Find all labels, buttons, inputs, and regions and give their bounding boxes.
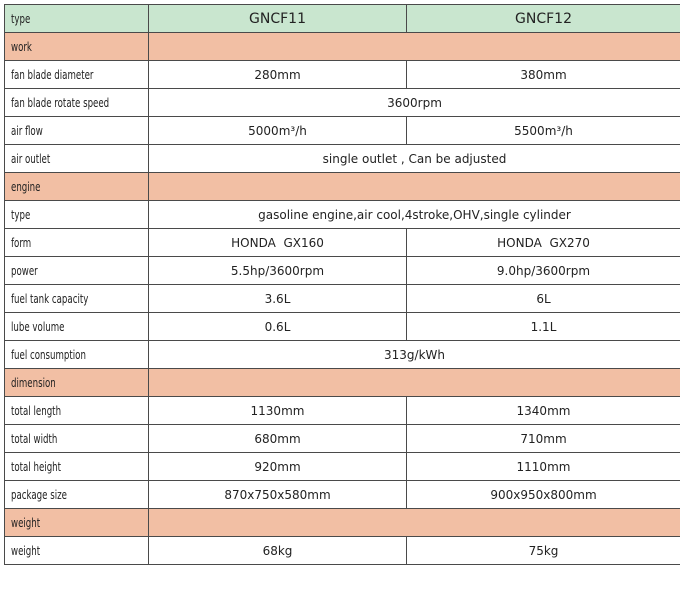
row-label: fan blade diameter — [5, 61, 149, 89]
row-label: type — [5, 201, 149, 229]
value-b: HONDA GX270 — [407, 229, 680, 257]
shared-value: single outlet , Can be adjusted — [149, 145, 680, 173]
section-fill — [149, 173, 680, 201]
section-fill — [149, 33, 680, 61]
header-row — [5, 5, 680, 33]
row-label: fuel consumption — [5, 341, 149, 369]
value-a: 5000m³/h — [149, 117, 407, 145]
table-row — [5, 61, 680, 89]
section-row-dimension — [5, 369, 680, 397]
value-a: 1130mm — [149, 397, 407, 425]
row-label: package size — [5, 481, 149, 509]
shared-value: 3600rpm — [149, 89, 680, 117]
row-label: weight — [5, 537, 149, 565]
shared-value: gasoline engine,air cool,4stroke,OHV,single cylinder — [149, 201, 680, 229]
section-row-engine — [5, 173, 680, 201]
model-b-header: GNCF12 — [407, 5, 680, 33]
section-fill — [149, 369, 680, 397]
table-row — [5, 453, 680, 481]
value-a: 280mm — [149, 61, 407, 89]
table-row — [5, 229, 680, 257]
row-label: total width — [5, 425, 149, 453]
table-row — [5, 201, 680, 229]
value-b: 900x950x800mm — [407, 481, 680, 509]
row-label: fan blade rotate speed — [5, 89, 149, 117]
section-row-weight — [5, 509, 680, 537]
shared-value: 313g/kWh — [149, 341, 680, 369]
table-row — [5, 285, 680, 313]
value-b: 9.0hp/3600rpm — [407, 257, 680, 285]
table-row — [5, 257, 680, 285]
value-a: 680mm — [149, 425, 407, 453]
value-a: 3.6L — [149, 285, 407, 313]
value-a: 0.6L — [149, 313, 407, 341]
value-b: 6L — [407, 285, 680, 313]
table-row — [5, 425, 680, 453]
row-label: total height — [5, 453, 149, 481]
value-b: 710mm — [407, 425, 680, 453]
row-label: air flow — [5, 117, 149, 145]
spec-table — [4, 4, 680, 565]
value-a: HONDA GX160 — [149, 229, 407, 257]
row-label: total length — [5, 397, 149, 425]
value-a: 920mm — [149, 453, 407, 481]
row-label: fuel tank capacity — [5, 285, 149, 313]
value-a: 68kg — [149, 537, 407, 565]
header-label: type — [5, 5, 149, 33]
table-row — [5, 313, 680, 341]
value-b: 1.1L — [407, 313, 680, 341]
value-b: 1110mm — [407, 453, 680, 481]
table-row — [5, 537, 680, 565]
row-label: power — [5, 257, 149, 285]
value-b: 75kg — [407, 537, 680, 565]
section-label-engine: engine — [5, 173, 149, 201]
section-fill — [149, 509, 680, 537]
section-label-dimension: dimension — [5, 369, 149, 397]
row-label: air outlet — [5, 145, 149, 173]
value-b: 380mm — [407, 61, 680, 89]
section-label-weight: weight — [5, 509, 149, 537]
section-row-work — [5, 33, 680, 61]
table-row — [5, 481, 680, 509]
table-row — [5, 341, 680, 369]
row-label: lube volume — [5, 313, 149, 341]
table-row — [5, 145, 680, 173]
value-a: 870x750x580mm — [149, 481, 407, 509]
row-label: form — [5, 229, 149, 257]
section-label-work: work — [5, 33, 149, 61]
model-a-header: GNCF11 — [149, 5, 407, 33]
value-b: 1340mm — [407, 397, 680, 425]
value-b: 5500m³/h — [407, 117, 680, 145]
table-row — [5, 117, 680, 145]
table-row — [5, 397, 680, 425]
value-a: 5.5hp/3600rpm — [149, 257, 407, 285]
table-row — [5, 89, 680, 117]
